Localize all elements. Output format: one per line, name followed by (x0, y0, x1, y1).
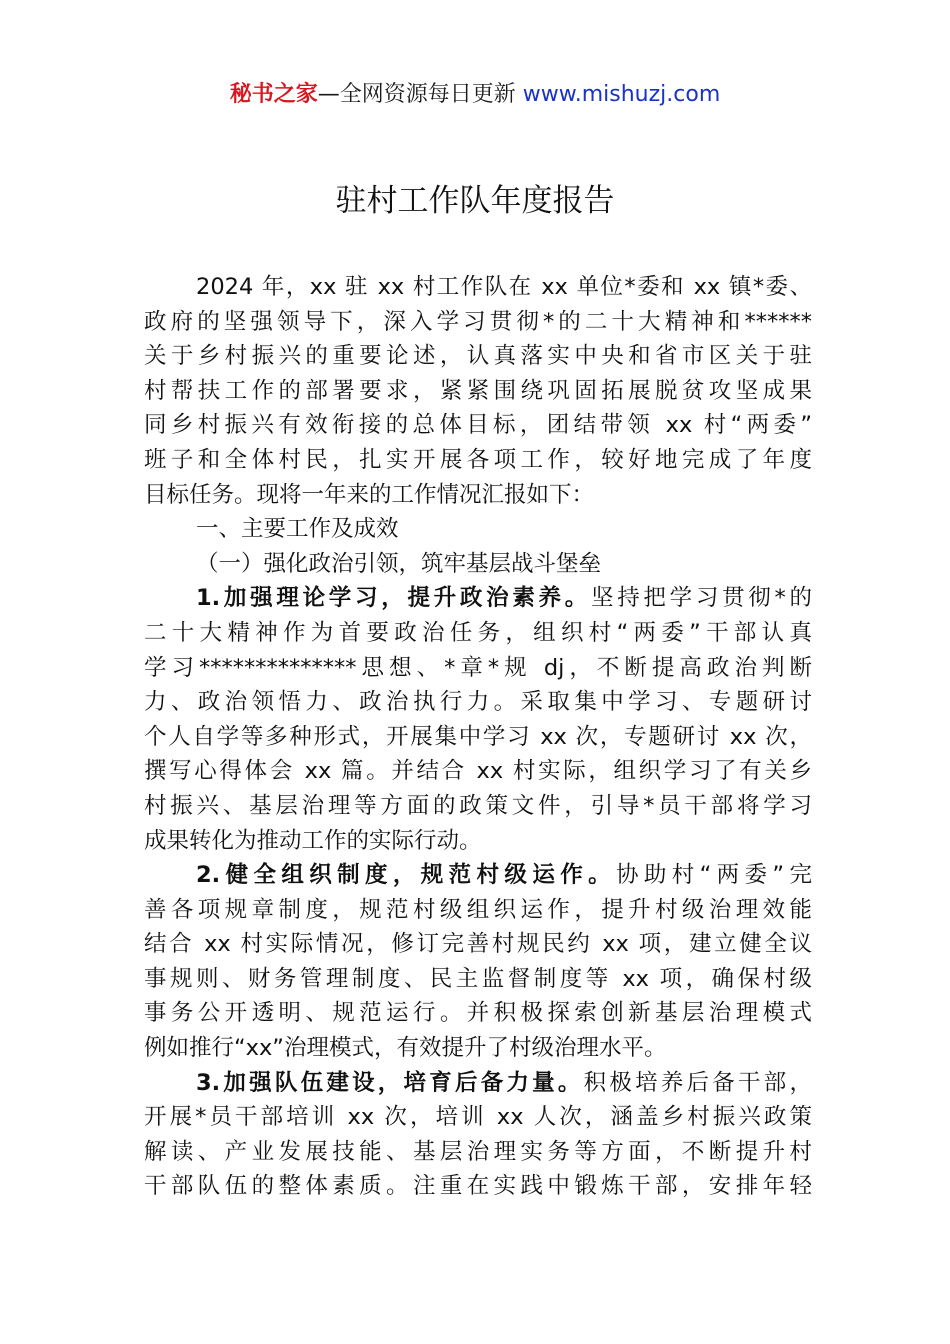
line-text: 同乡村振兴有效衔接的总体目标，团结带领 xx 村“两委” (144, 412, 812, 439)
text-line (144, 305, 812, 340)
line-text: 开展*员干部培训 xx 次，培训 xx 人次，涵盖乡村振兴政策 (144, 1104, 812, 1131)
line-text: 目标任务。现将一年来的工作情况汇报如下： (144, 481, 595, 508)
line-text: 2024 年，xx 驻 xx 村工作队在 xx 单位*委和 xx 镇*委、 (196, 274, 812, 300)
line-text: 二十大精神作为首要政治任务，组织村“两委”干部认真 (144, 619, 812, 646)
line-text: 村帮扶工作的部署要求，紧紧围绕巩固拓展脱贫攻坚成果 (144, 377, 812, 404)
site-url-link[interactable]: www.mishuzj.com (522, 82, 721, 107)
line-text: 事务公开透明、规范运行。并积极探索创新基层治理模式 (144, 1000, 812, 1027)
text-line (144, 996, 812, 1031)
site-tagline: —全网资源每日更新 (317, 82, 523, 107)
text-line (144, 1100, 812, 1135)
line-text: 个人自学等多种形式，开展集中学习 xx 次，专题研讨 xx 次， (144, 723, 812, 750)
text-line (144, 1066, 812, 1101)
text-line (144, 685, 812, 720)
line-text: 协助村“两委”完 (615, 862, 812, 889)
text-line (144, 478, 812, 513)
text-line (144, 893, 812, 928)
line-text: 事规则、财务管理制度、民主监督制度等 xx 项，确保村级 (144, 965, 812, 992)
text-line (144, 720, 812, 755)
line-text: 一、主要工作及成效 (196, 516, 399, 543)
line-text: 力、政治领悟力、政治执行力。采取集中学习、专题研讨 (144, 689, 812, 716)
document-body (144, 270, 812, 1204)
line-text: 成果转化为推动工作的实际行动。 (144, 827, 482, 854)
line-text: 例如推行“xx”治理模式，有效提升了村级治理水平。 (144, 1035, 667, 1062)
line-text: （一）强化政治引领，筑牢基层战斗堡垒 (196, 550, 602, 577)
text-line (144, 1135, 812, 1170)
line-text: 坚持把学习贯彻*的 (590, 585, 812, 612)
line-text: 解读、产业发展技能、基层治理实务等方面，不断提升村 (144, 1138, 812, 1165)
site-brand: 秘书之家 (229, 82, 318, 107)
text-line (144, 581, 812, 616)
line-text: 善各项规章制度，规范村级组织运作，提升村级治理效能 (144, 896, 812, 923)
text-line (144, 858, 812, 893)
text-line (144, 927, 812, 962)
line-text: 学习**************思想、*章*规 dj，不断提高政治判断 (144, 654, 812, 681)
line-text: 班子和全体村民，扎实开展各项工作，较好地完成了年度 (144, 446, 812, 473)
text-line (144, 547, 812, 582)
line-text: 政府的坚强领导下，深入学习贯彻*的二十大精神和****** (144, 308, 812, 335)
text-line (144, 754, 812, 789)
text-line (144, 1031, 812, 1066)
section-heading: 1.加强理论学习，提升政治素养。 (196, 585, 591, 612)
text-line (144, 789, 812, 824)
text-line (144, 374, 812, 409)
line-text: 干部队伍的整体素质。注重在实践中锻炼干部，安排年轻 (144, 1173, 812, 1200)
line-text: 关于乡村振兴的重要论述，认真落实中央和省市区关于驻 (144, 343, 812, 370)
text-line (144, 443, 812, 478)
site-header (0, 80, 950, 110)
section-heading: 2.健全组织制度，规范村级运作。 (196, 862, 616, 889)
text-line (144, 824, 812, 859)
line-text: 积极培养后备干部， (583, 1069, 812, 1096)
text-line (144, 651, 812, 686)
section-heading: 3.加强队伍建设，培育后备力量。 (196, 1069, 584, 1096)
document-title: 驻村工作队年度报告 (335, 183, 615, 219)
text-line (144, 339, 812, 374)
text-line (144, 270, 812, 305)
line-text: 村振兴、基层治理等方面的政策文件，引导*员干部将学习 (144, 792, 812, 819)
text-line (144, 616, 812, 651)
text-line (144, 512, 812, 547)
text-line (144, 408, 812, 443)
text-line (144, 1169, 812, 1204)
text-line (144, 962, 812, 997)
line-text: 结合 xx 村实际情况，修订完善村规民约 xx 项，建立健全议 (144, 931, 812, 958)
line-text: 撰写心得体会 xx 篇。并结合 xx 村实际，组织学习了有关乡 (144, 758, 812, 785)
